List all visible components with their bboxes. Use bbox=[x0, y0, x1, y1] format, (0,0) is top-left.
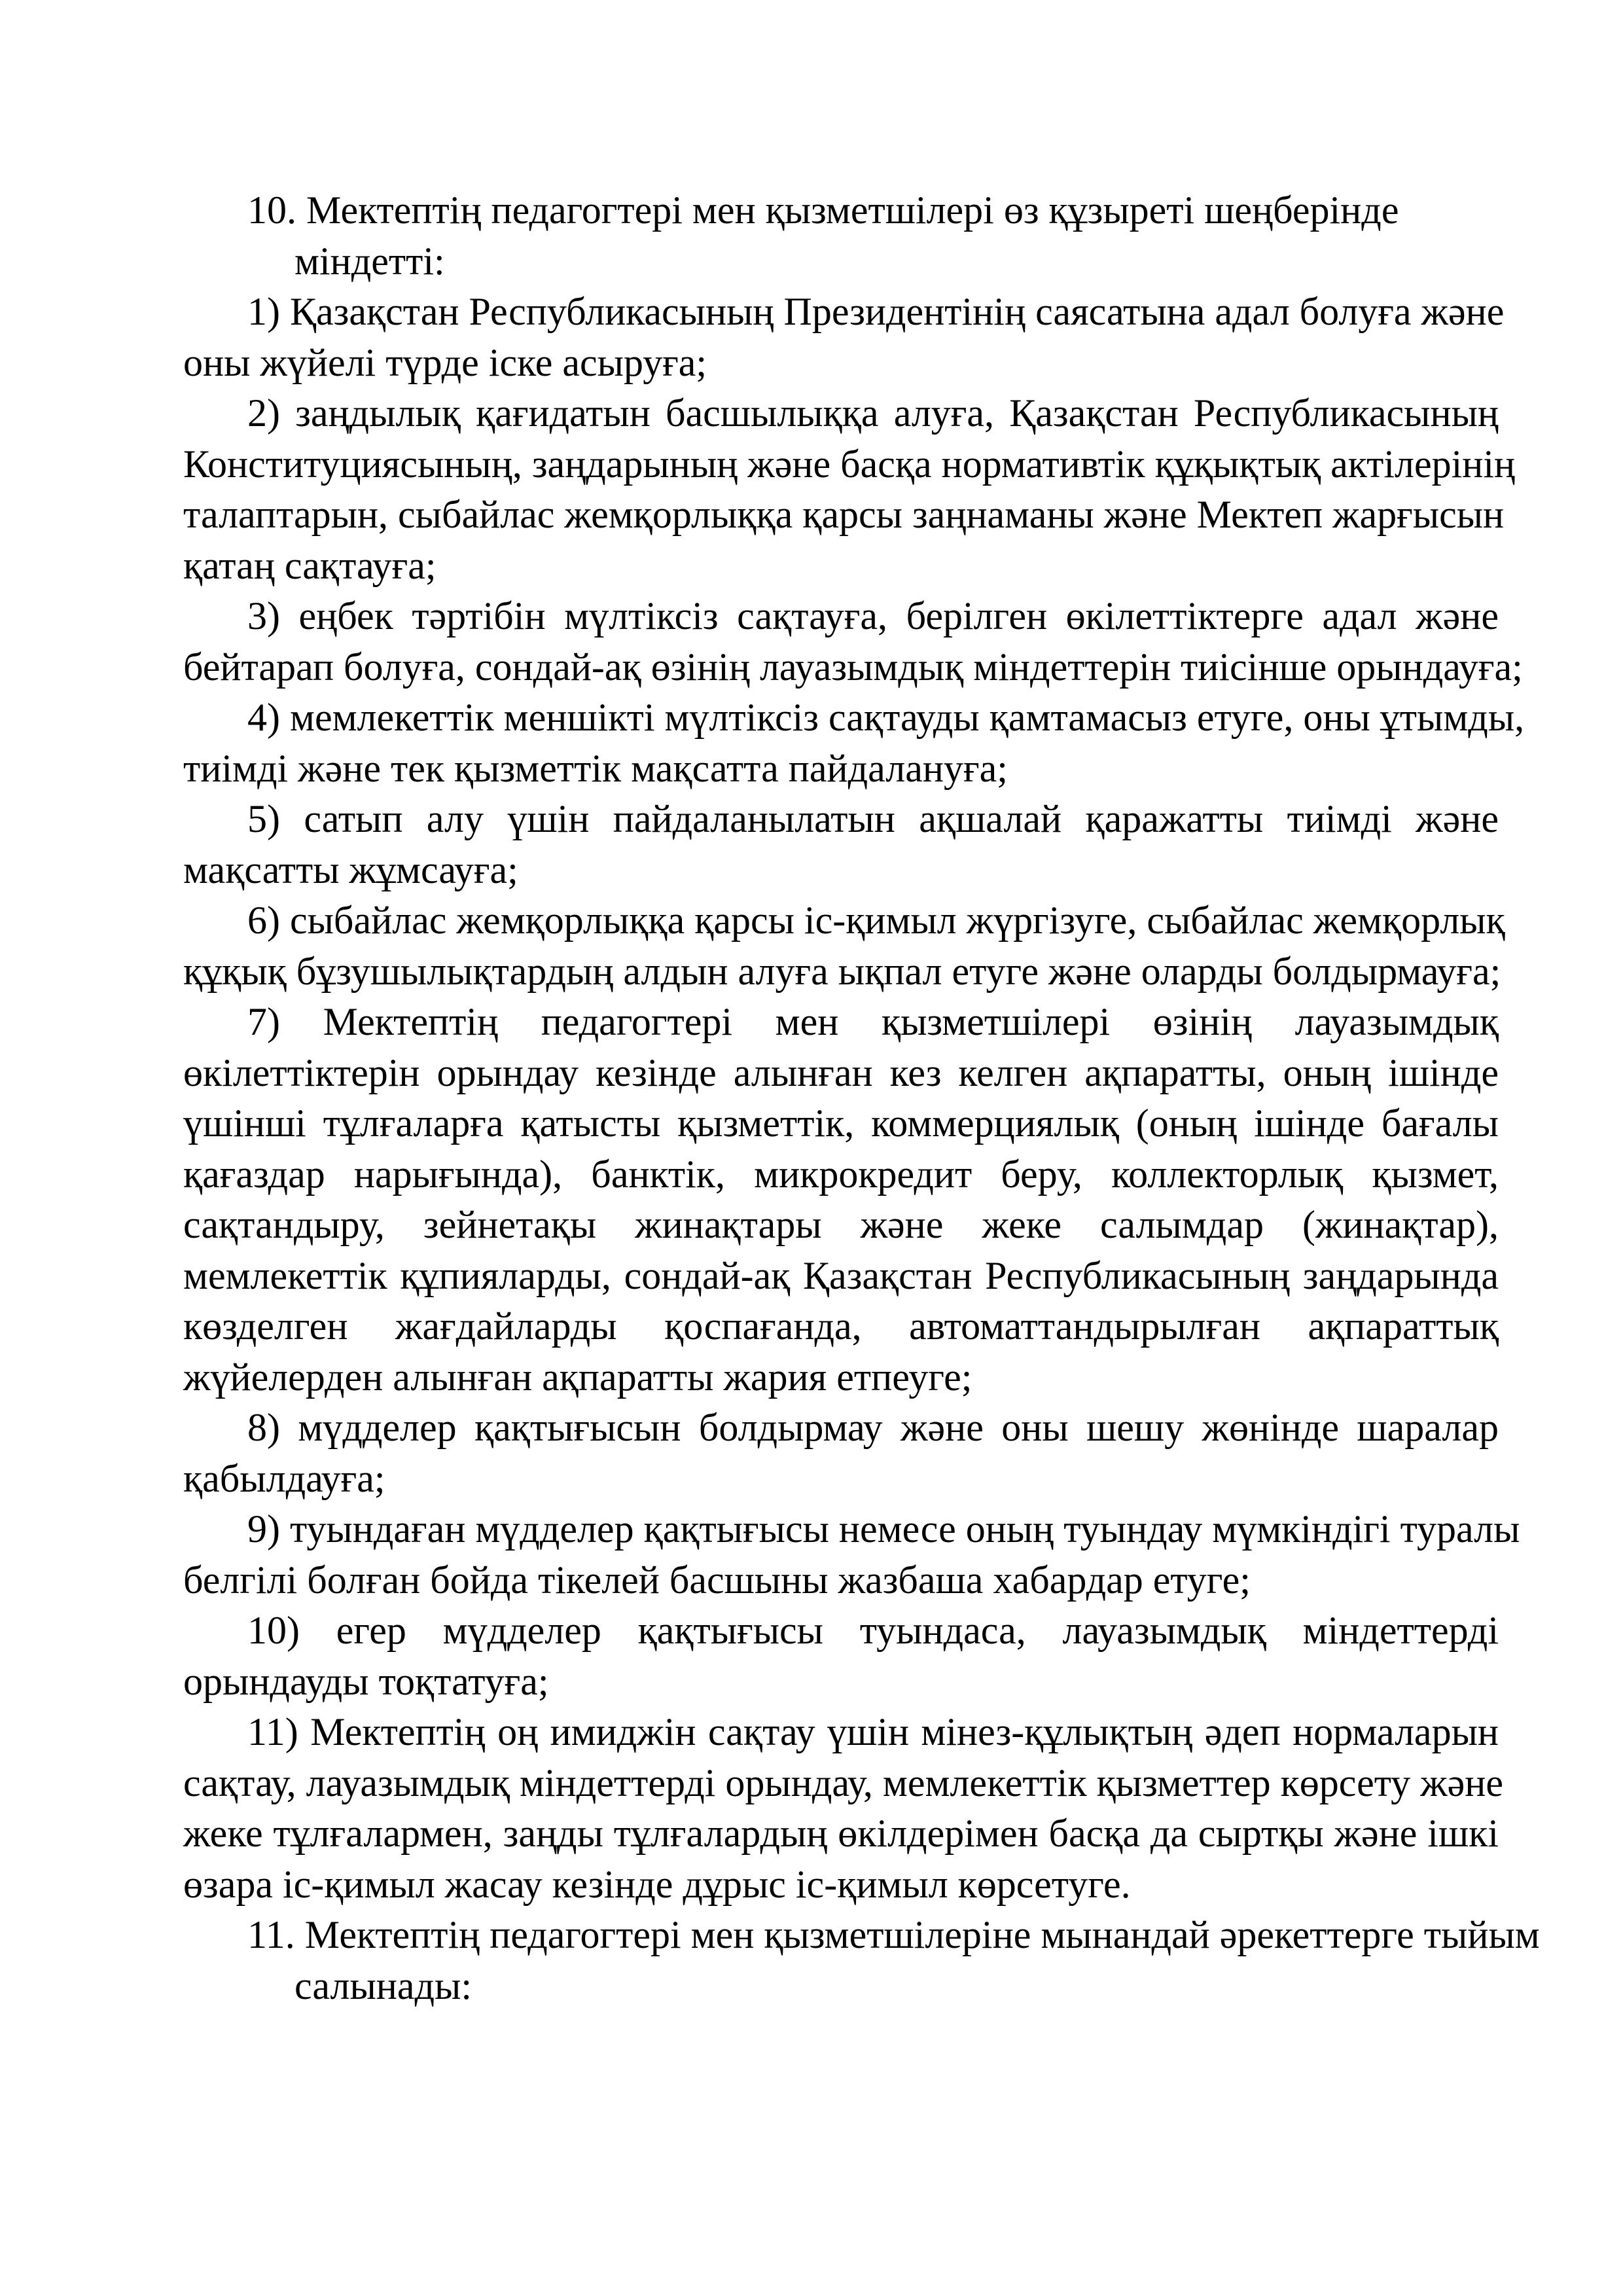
text-line: жеке тұлғалармен, заңды тұлғалардың өкілдерімен басқа да сыртқы және ішкі bbox=[183, 1812, 1499, 1855]
text-line: өзара іс-қимыл жасау кезінде дұрыс іс-қимыл көрсетуге. bbox=[183, 1862, 1131, 1906]
paragraph-subitem-2 bbox=[183, 388, 1516, 591]
paragraph-item-11 bbox=[183, 1910, 1540, 2011]
text-line: сақтау, лауазымдық міндеттерді орындау, мемлекеттік қызметтер көрсету және bbox=[183, 1761, 1504, 1804]
text-line: міндетті: bbox=[294, 239, 445, 283]
document-text-block bbox=[183, 185, 1540, 2011]
paragraph-subitem-10 bbox=[183, 1605, 1499, 1707]
text-line: мемлекеттік құпияларды, сондай-ақ Қазақстан Республикасының заңдарында bbox=[183, 1253, 1499, 1297]
text-line: жүйелерден алынған ақпаратты жария етпеуге; bbox=[183, 1355, 972, 1399]
paragraph-subitem-7 bbox=[183, 997, 1499, 1403]
text-line: 1) Қазақстан Республикасының Президентінің саясатына адал болуға және bbox=[247, 290, 1505, 333]
paragraph-subitem-1 bbox=[183, 287, 1505, 388]
text-line: Конституциясының, заңдарының және басқа нормативтік құқықтық актілерінің bbox=[183, 442, 1516, 486]
text-line: орындауды тоқтатуға; bbox=[183, 1659, 549, 1703]
text-line: 9) туындаған мүдделер қақтығысы немесе оның туындау мүмкіндігі туралы bbox=[247, 1507, 1520, 1551]
text-line: 2) заңдылық қағидатын басшылыққа алуға, Қазақстан Республикасының bbox=[247, 391, 1499, 435]
text-line: оны жүйелі түрде іске асыруға; bbox=[183, 340, 707, 384]
text-line: 10. Мектептің педагогтері мен қызметшілері өз құзыреті шеңберінде bbox=[247, 188, 1399, 232]
text-line: 11. Мектептің педагогтері мен қызметшілеріне мынандай әрекеттерге тыйым bbox=[247, 1913, 1540, 1956]
text-line: сақтандыру, зейнетақы жинақтары және жеке салымдар (жинақтар), bbox=[183, 1203, 1499, 1246]
text-line: 7) Мектептің педагогтері мен қызметшілері өзінің лауазымдық bbox=[247, 1000, 1499, 1043]
text-line: өкілеттіктерін орындау кезінде алынған кез келген ақпаратты, оның ішінде bbox=[183, 1050, 1499, 1094]
text-line: мақсатты жұмсауға; bbox=[183, 848, 518, 891]
paragraph-subitem-8 bbox=[183, 1403, 1499, 1504]
paragraph-subitem-4 bbox=[183, 692, 1525, 794]
text-line: 8) мүдделер қақтығысын болдырмау және оны шешу жөнінде шаралар bbox=[247, 1406, 1499, 1449]
paragraph-subitem-5 bbox=[183, 794, 1499, 895]
text-line: 5) сатып алу үшін пайдаланылатын ақшалай қаражатты тиімді және bbox=[247, 797, 1499, 840]
text-line: құқық бұзушылықтардың алдын алуға ықпал етуге және оларды болдырмауға; bbox=[183, 949, 1501, 993]
text-line: көзделген жағдайларды қоспағанда, автоматтандырылған ақпараттық bbox=[183, 1304, 1499, 1348]
text-line: белгілі болған бойда тікелей басшыны жазбаша хабардар етуге; bbox=[183, 1558, 1251, 1602]
text-line: тиімді және тек қызметтік мақсатта пайдалануға; bbox=[183, 746, 1008, 790]
paragraph-item-10 bbox=[183, 185, 1499, 287]
paragraph-subitem-6 bbox=[183, 895, 1505, 997]
paragraph-subitem-3 bbox=[183, 591, 1523, 692]
text-line: бейтарап болуға, сондай-ақ өзінің лауазымдық міндеттерін тиісінше орындауға; bbox=[183, 645, 1523, 689]
text-line: үшінші тұлғаларға қатысты қызметтік, коммерциялық (оның ішінде бағалы bbox=[183, 1102, 1499, 1145]
text-line: қатаң сақтауға; bbox=[183, 543, 437, 587]
text-line: 10) егер мүдделер қақтығысы туындаса, лауазымдық міндеттерді bbox=[247, 1609, 1499, 1652]
text-line: 11) Мектептің оң имиджін сақтау үшін мінез-құлықтың әдеп нормаларын bbox=[247, 1710, 1499, 1753]
paragraph-subitem-9 bbox=[183, 1504, 1520, 1605]
text-line: қағаздар нарығында), банктік, микрокредит беру, коллекторлық қызмет, bbox=[183, 1152, 1499, 1196]
text-line: салынады: bbox=[294, 1964, 473, 2007]
text-line: 3) еңбек тәртібін мүлтіксіз сақтауға, берілген өкілеттіктерге адал және bbox=[247, 594, 1499, 637]
text-line: 4) мемлекеттік меншікті мүлтіксіз сақтауды қамтамасыз етуге, оны ұтымды, bbox=[247, 696, 1525, 739]
text-line: талаптарын, сыбайлас жемқорлыққа қарсы заңнаманы және Мектеп жарғысын bbox=[183, 493, 1505, 536]
paragraph-subitem-11 bbox=[183, 1707, 1504, 1910]
text-line: 6) сыбайлас жемқорлыққа қарсы іс-қимыл жүргізуге, сыбайлас жемқорлық bbox=[247, 899, 1505, 942]
text-line: қабылдауға; bbox=[183, 1456, 385, 1500]
